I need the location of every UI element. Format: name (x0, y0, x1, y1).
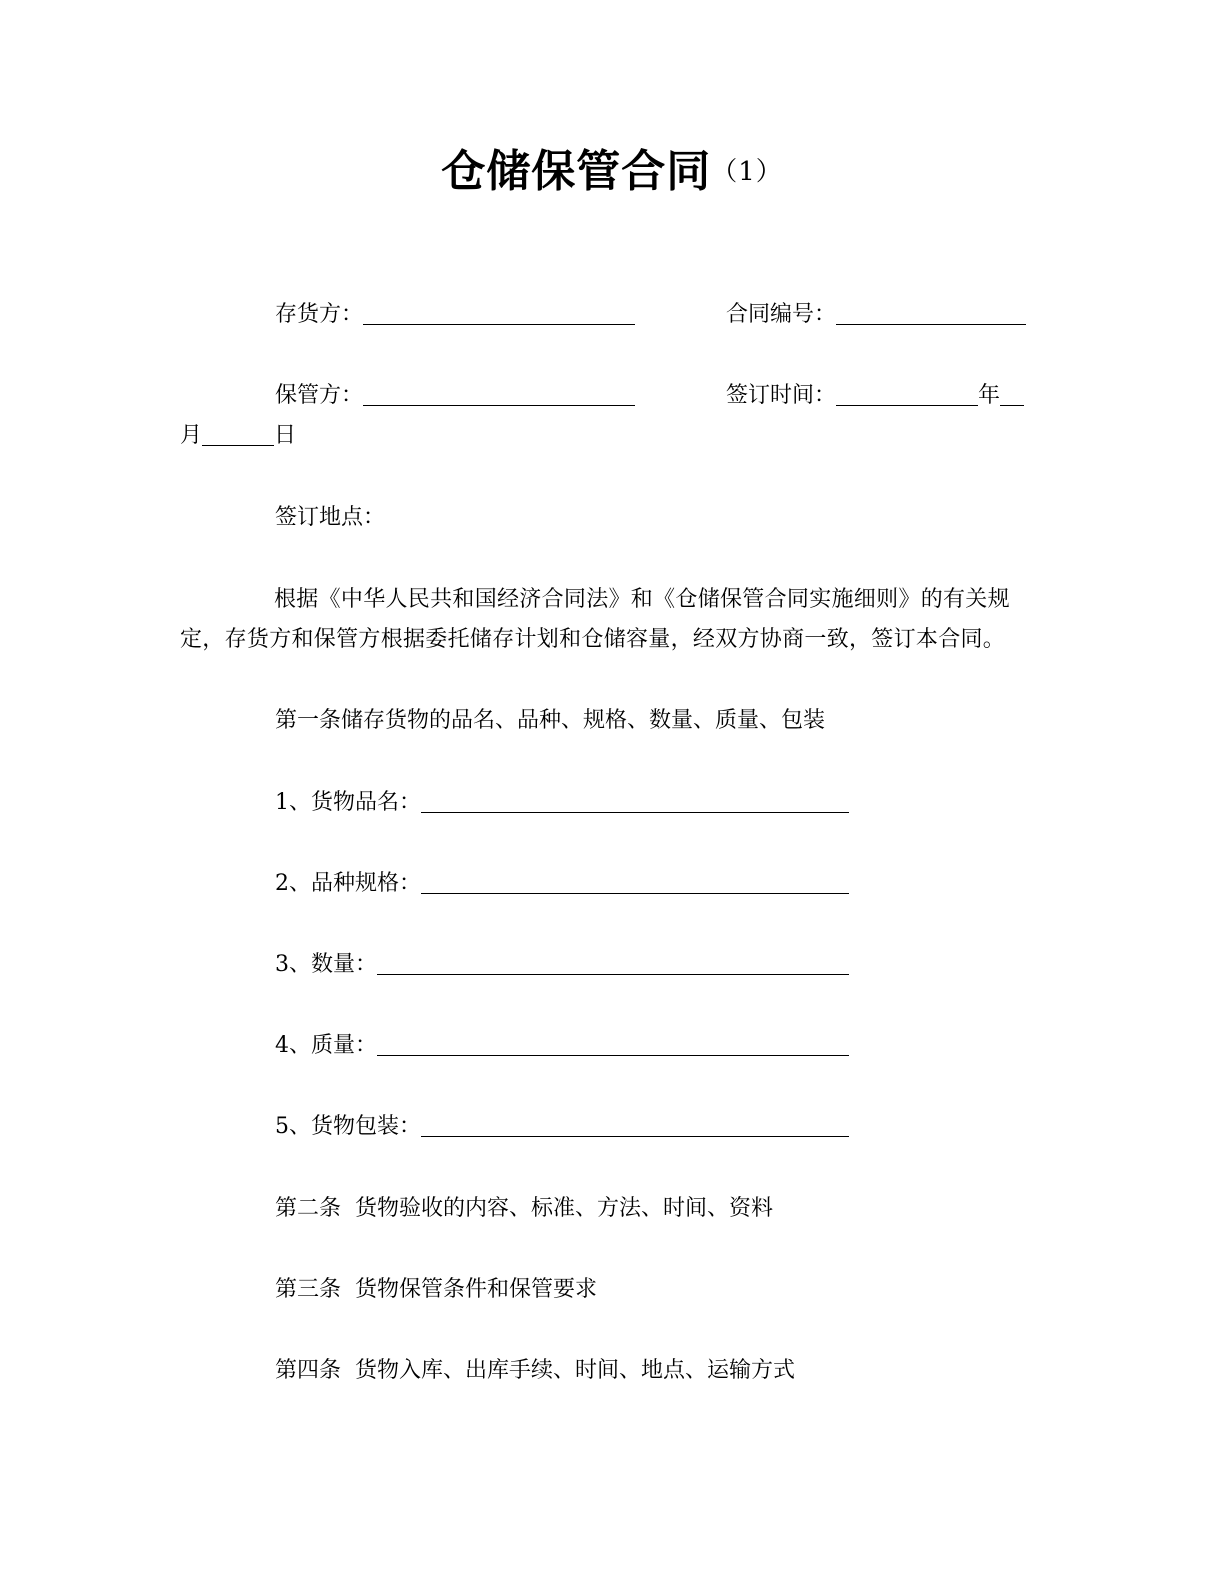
sign-time-field (726, 381, 1024, 411)
item-quantity (275, 950, 849, 980)
month-label: 月 (180, 423, 203, 448)
packaging-blank[interactable] (421, 1112, 849, 1137)
item-quality-label: 4、质量： (275, 1033, 377, 1058)
depositor-label: 存货方： (275, 302, 364, 327)
depositor-blank[interactable] (363, 300, 635, 325)
title-suffix: （1） (711, 157, 783, 187)
variety-spec-blank[interactable] (421, 869, 849, 894)
document-title (0, 142, 1224, 202)
depositor-field (275, 300, 635, 330)
title-text: 仓储保管合同 (441, 146, 712, 197)
year-label: 年 (978, 383, 1001, 408)
month-blank-start[interactable] (1000, 381, 1024, 406)
article-3-title: 第三条 货物保管条件和保管要求 (275, 1277, 597, 1302)
article-4-title: 第四条 货物入库、出库手续、时间、地点、运输方式 (275, 1358, 795, 1383)
contract-no-field (726, 300, 1026, 330)
item-packaging-label: 5、货物包装： (275, 1114, 421, 1139)
item-quantity-label: 3、数量： (275, 952, 377, 977)
day-label: 日 (274, 423, 297, 448)
keeper-label: 保管方： (275, 383, 364, 408)
item-goods-name (275, 788, 849, 818)
item-goods-name-label: 1、货物品名： (275, 790, 421, 815)
article-1-title: 第一条储存货物的品名、品种、规格、数量、质量、包装 (275, 708, 826, 733)
item-variety-spec (275, 869, 849, 899)
keeper-field (275, 381, 635, 411)
sign-time-label: 签订时间： (726, 383, 837, 408)
contract-no-label: 合同编号： (726, 302, 837, 327)
year-blank[interactable] (836, 381, 978, 406)
sign-place-label: 签订地点： (275, 505, 386, 530)
sign-date-continued (180, 421, 296, 451)
preamble-paragraph: 根据《中华人民共和国经济合同法》和《仓储保管合同实施细则》的有关规定，存货方和保管方根据委托储存计划和仓储容量，经双方协商一致，签订本合同。 (180, 587, 1010, 652)
day-blank[interactable] (202, 421, 274, 446)
sign-place-field (275, 503, 385, 533)
keeper-blank[interactable] (363, 381, 635, 406)
quantity-blank[interactable] (377, 950, 849, 975)
contract-no-blank[interactable] (836, 300, 1026, 325)
item-variety-spec-label: 2、品种规格： (275, 871, 421, 896)
item-packaging (275, 1112, 849, 1142)
article-2-title: 第二条 货物验收的内容、标准、方法、时间、资料 (275, 1196, 773, 1221)
quality-blank[interactable] (377, 1031, 849, 1056)
item-quality (275, 1031, 849, 1061)
goods-name-blank[interactable] (421, 788, 849, 813)
